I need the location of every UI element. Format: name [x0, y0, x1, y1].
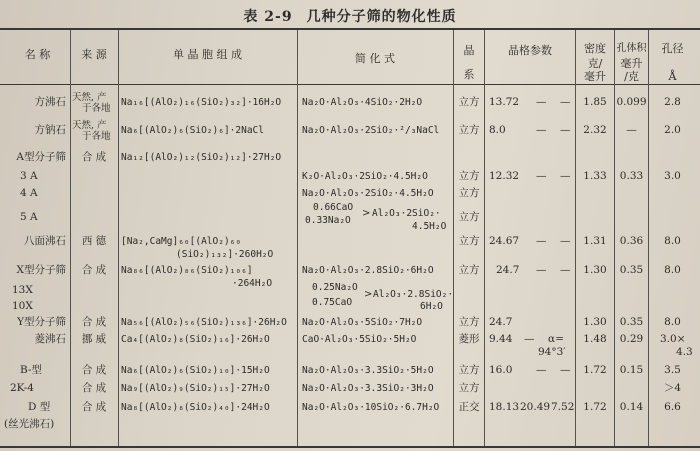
row-name: 13X [12, 284, 33, 296]
row-name: (丝光沸石) [4, 418, 55, 430]
col-divider [484, 30, 485, 446]
row-system: 立方 [458, 124, 480, 136]
row-source: 合 成 [81, 401, 107, 413]
header-system-1: 晶 [463, 44, 475, 57]
row-pore-volume: 0.099 [616, 96, 647, 108]
row-unit-cell: Na₅₆[(AlO₂)₅₆(SiO₂)₁₃₆]·26H₂O [121, 317, 287, 328]
row-name: 5 A [20, 211, 38, 223]
row-unit-cell: Na₈[(AlO₂)₈(SiO₂)₄₀]·24H₂O [121, 402, 270, 413]
header-rule [0, 84, 700, 85]
row-name: 八面沸石 [24, 235, 66, 247]
row-lattice-a: 24.7 [489, 316, 513, 328]
row-lattice-c: — [560, 364, 571, 376]
row-pore-size: 2.0 [664, 124, 681, 136]
row-lattice-c-1: α= [548, 333, 564, 345]
row-lattice-b: — [536, 96, 547, 108]
row-name: A型分子筛 [16, 151, 66, 163]
row-source-1: 天然, 产 [72, 92, 107, 103]
row-name: X型分子筛 [16, 264, 66, 276]
row-unit-cell: Na₁₆[(AlO₂)₁₆(SiO₂)₃₂]·16H₂O [121, 97, 282, 108]
row-simplified-2: 0.33Na₂O [305, 215, 351, 226]
row-density: 2.32 [583, 124, 607, 136]
row-lattice-c: 7.52 [551, 401, 575, 413]
col-divider [297, 30, 298, 446]
table-number: 表 2-9 [243, 9, 293, 25]
top-rule [0, 28, 700, 30]
col-divider [453, 30, 454, 446]
row-simplified: K₂O·Al₂O₃·2SiO₂·4.5H₂O [302, 171, 428, 182]
row-pore-volume: 0.14 [619, 401, 644, 413]
row-system: 立方 [458, 170, 480, 182]
row-lattice-c: — [560, 96, 571, 108]
row-density: 1.30 [583, 316, 607, 328]
bracket-arrow-icon: > [364, 289, 373, 300]
bottom-rule [0, 446, 700, 448]
row-pore-volume: 0.15 [619, 364, 644, 376]
row-system: 立方 [458, 382, 480, 394]
row-simplified: CaO·Al₂O₃·5SiO₂·5H₂O [302, 334, 417, 345]
row-pore-size: 3.5 [664, 364, 681, 376]
row-lattice-c-2: 94°3′ [538, 346, 566, 358]
row-lattice-b: 20.49 [520, 401, 551, 413]
row-lattice-b: — [524, 333, 535, 345]
row-lattice-c: — [560, 235, 571, 247]
row-simplified: Na₂O·Al₂O₃·2SiO₂·4.5H₂O [302, 188, 434, 199]
row-simplified: Na₂O·Al₂O₃·3.3SiO₂·5H₂O [302, 365, 434, 376]
col-divider [118, 30, 119, 446]
row-name: 10X [12, 300, 33, 312]
row-source: 合 成 [81, 264, 107, 276]
row-lattice-a: 18.13 [489, 401, 520, 413]
row-simplified: Na₂O·Al₂O₃·3.3SiO₂·3H₂O [302, 383, 434, 394]
header-porevol-2: 毫升 [620, 57, 643, 70]
row-simplified: Na₂O·Al₂O₃·2.8SiO₂·6H₂O [302, 265, 434, 276]
row-name: 方钠石 [34, 124, 66, 136]
header-density-2: 克/ [587, 57, 603, 70]
header-system-2: 系 [463, 68, 475, 81]
table-title-text: 几种分子筛的物化性质 [306, 9, 457, 25]
row-pore-volume: 0.35 [619, 316, 644, 328]
row-density: 1.72 [583, 364, 607, 376]
row-lattice-b: — [536, 170, 547, 182]
row-name: 菱沸石 [34, 333, 66, 345]
row-pore-volume: 0.33 [619, 170, 644, 182]
row-lattice-b: — [536, 235, 547, 247]
row-lattice-a: 16.0 [489, 364, 513, 376]
row-system: 立方 [458, 211, 480, 223]
row-pore-size: 2.8 [664, 96, 681, 108]
row-lattice-a: 24.67 [489, 235, 520, 247]
row-system: 菱形 [458, 333, 480, 345]
col-divider [70, 30, 71, 446]
row-name: 4 A [20, 187, 38, 199]
row-pore-volume: 0.29 [619, 333, 644, 345]
row-system: 立方 [458, 316, 480, 328]
row-source: 合 成 [81, 316, 107, 328]
row-name: 方沸石 [34, 96, 66, 108]
row-lattice-a: 9.44 [489, 333, 513, 345]
row-lattice-a: 8.0 [489, 124, 506, 136]
row-simplified-4: 4.5H₂O [412, 221, 447, 232]
row-unit-cell: Na₆[(AlO₂)₆(SiO₂)₁₀]·15H₂O [121, 365, 270, 376]
row-system: 立方 [458, 364, 480, 376]
row-unit-cell-2: ·264H₂O [232, 278, 273, 289]
row-simplified-3: Al₂O₃·2.8SiO₂· [373, 289, 454, 300]
row-system: 立方 [458, 187, 480, 199]
row-unit-cell-2: (SiO₂)₁₃₂]·260H₂O [176, 249, 274, 260]
row-system: 立方 [458, 96, 480, 108]
header-density-3: 毫升 [584, 70, 606, 83]
header-porevol-1: 孔体积 [616, 43, 647, 54]
row-density: 1.33 [583, 170, 607, 182]
row-simplified-4: 6H₂O [420, 301, 443, 312]
row-simplified-3: Al₂O₃·2SiO₂· [372, 208, 441, 219]
bracket-arrow-icon: > [362, 208, 371, 219]
row-name: 2K-4 [10, 382, 34, 394]
header-pore-2: Å [668, 70, 677, 83]
header-porevol-3: /克 [624, 70, 639, 83]
row-density: 1.30 [583, 264, 607, 276]
row-simplified: Na₂O·Al₂O₃·10SiO₂·6.7H₂O [302, 402, 440, 413]
row-simplified-1: 0.66CaO [313, 202, 354, 213]
row-source-2: 于各地 [82, 103, 111, 114]
row-density: 1.85 [583, 96, 607, 108]
row-pore-volume: 0.35 [619, 264, 644, 276]
row-name: Y型分子筛 [17, 316, 66, 328]
row-simplified: Na₂O·Al₂O₃·4SiO₂·2H₂O [302, 97, 423, 108]
row-source: 挪 威 [81, 333, 107, 345]
table-title [0, 6, 700, 26]
row-unit-cell-1: [Na₂,CaMg]₆₀[(AlO₂)₆₀ [121, 236, 242, 247]
header-simplified: 简 化 式 [355, 52, 395, 65]
row-name: D 型 [28, 401, 51, 413]
row-pore-size-2: 4.3 [676, 346, 693, 358]
row-density: 1.31 [583, 235, 607, 247]
row-lattice-a: 13.72 [489, 96, 520, 108]
row-system: 立方 [458, 264, 480, 276]
row-lattice-b: — [536, 124, 547, 136]
row-name: 3 A [20, 170, 38, 182]
row-unit-cell: Na₆[(AlO₂)₆(SiO₂)₆]·2NaCl [121, 125, 264, 136]
row-pore-size: 3.0 [664, 170, 681, 182]
row-unit-cell: Na₁₂[(AlO₂)₁₂(SiO₂)₁₂]·27H₂O [121, 152, 282, 163]
row-pore-size: 8.0 [664, 316, 681, 328]
row-lattice-a: 12.32 [489, 170, 520, 182]
row-pore-size: ＞4 [663, 382, 682, 394]
row-pore-size-1: 3.0× [660, 333, 686, 345]
header-density-1: 密度 [584, 42, 606, 55]
row-source: 合 成 [81, 382, 107, 394]
row-density: 1.48 [583, 333, 607, 345]
row-source: 西 德 [81, 235, 107, 247]
row-source-2: 于各地 [82, 131, 111, 142]
row-lattice-c: — [560, 170, 571, 182]
row-unit-cell: Ca₄[(AlO₂)₈(SiO₂)₁₆]·26H₂O [121, 334, 270, 345]
row-lattice-c: — [560, 264, 571, 276]
row-unit-cell: Na₉[(AlO₂)₉(SiO₂)₁₅]·27H₂O [121, 383, 270, 394]
row-simplified: Na₂O·Al₂O₃·2SiO₂·²/₃NaCl [302, 125, 440, 136]
row-system: 正交 [458, 401, 480, 413]
row-name: B-型 [20, 364, 42, 376]
header-name: 名 称 [24, 48, 51, 61]
row-lattice-c: — [560, 124, 571, 136]
row-pore-volume: 0.36 [619, 235, 644, 247]
header-unit-cell: 单 晶 胞 组 成 [173, 48, 242, 61]
col-divider [648, 30, 649, 446]
row-pore-size: 6.6 [664, 401, 681, 413]
header-source: 来 源 [81, 48, 107, 61]
row-pore-size: 8.0 [664, 264, 681, 276]
header-lattice: 晶格参数 [508, 44, 552, 57]
row-unit-cell-1: Na₈₆[(AlO₂)₈₆(SiO₂)₁₀₆] [121, 265, 253, 276]
row-simplified-1: 0.25Na₂O [312, 282, 358, 293]
row-density: 1.72 [583, 401, 607, 413]
row-pore-volume: — [626, 124, 637, 136]
row-lattice-b: — [536, 264, 547, 276]
row-source-1: 天然, 产 [72, 120, 107, 131]
row-lattice-a: 24.7 [496, 264, 520, 276]
row-lattice-b: — [536, 364, 547, 376]
row-simplified-2: 0.75CaO [312, 297, 353, 308]
row-simplified: Na₂O·Al₂O₃·5SiO₂·7H₂O [302, 317, 423, 328]
header-pore-1: 孔径 [661, 42, 684, 55]
row-source: 合 成 [81, 364, 107, 376]
row-pore-size: 8.0 [664, 235, 681, 247]
row-system: 立方 [458, 235, 480, 247]
row-source: 合 成 [81, 151, 107, 163]
